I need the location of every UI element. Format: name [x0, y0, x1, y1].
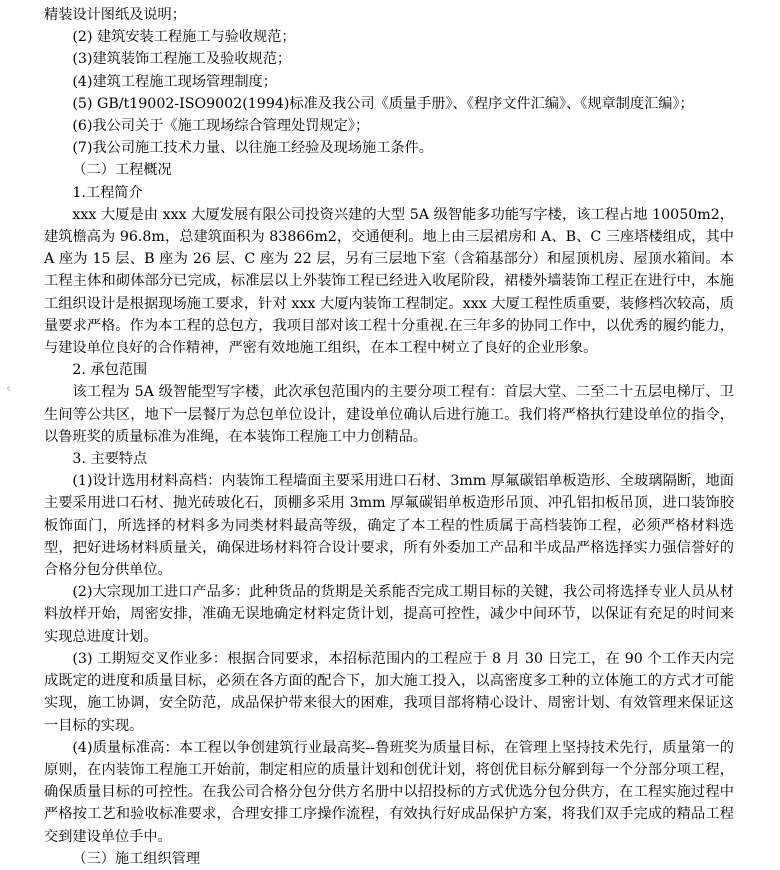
margin-marker: ‹ — [6, 381, 11, 395]
paragraph-5: (5) GB/t19002-ISO9002(1994)标准及我公司《质量手册》、《程序文件汇编》、《规章制度汇编》； — [72, 95, 694, 112]
paragraph-2: (2) 建筑安装工程施工与验收规范； — [72, 29, 296, 46]
paragraph-6: (6)我公司关于《施工现场综合管理处罚规定》； — [72, 118, 370, 135]
paragraph-1: 精装设计图纸及说明； — [44, 7, 186, 23]
section-heading-overview: （二）工程概况 — [72, 162, 172, 179]
subheading-project-intro: 1.工程简介 — [72, 184, 143, 201]
subheading-main-features: 3. 主要特点 — [72, 451, 148, 468]
subheading-contract-scope: 2. 承包范围 — [72, 362, 148, 379]
paragraph-feature-3: (3) 工期短交叉作业多：根据合同要求，本招标范围内的工程应于 8 月 30 日完工，在 90 个工作天内完成既定的进度和质量目标，必须在各方面的配合下，加大施工投入，以高密度多工种的立体施工的方式才可能实现，施工协调，安全防范，成品保护带来很大的困难，我项目部将精心设计、周密计划、有效管理来保证这一目标的实现。 — [44, 650, 734, 734]
paragraph-contract-scope: 该工程为 5A 级智能型写字楼，此次承包范围内的主要分项工程有：首层大堂、二至二十五层电梯厅、卫生间等公共区，地下一层餐厅为总包单位设计，建设单位确认后进行施工。我们将严格执行建设单位的指令，以鲁班奖的质量标准为准绳，在本装饰工程施工中力创精品。 — [44, 384, 734, 445]
paragraph-feature-1: (1)设计选用材料高档：内装饰工程墙面主要采用进口石材、3mm 厚氟碳铝单板造形、全玻璃隔断，地面主要采用进口石材、抛光砖玻化石，顶棚多采用 3mm 厚氟碳铝单板造形吊顶、冲孔铝扣板吊顶，进口装饰胶板饰面门，所选择的材料多为同类材料最高等级，确定了本工程的性质属于高档装饰工程，必须严格材料选型，把好进场材料质量关，确保进场材料符合设计要求，所有外委加工产品和半成品严格选择实力强信誉好的合格分包分供单位。 — [44, 473, 734, 579]
paragraph-4: (4)建筑工程施工现场管理制度； — [72, 73, 277, 90]
paragraph-feature-2: (2)大宗现加工进口产品多：此种货品的货期是关系能否完成工期目标的关键，我公司将选择专业人员从材料放样开始，周密安排，准确无误地确定材料定货计划，提高可控性，减少中间环节，以保证有充足的时间来实现总进度计划。 — [44, 584, 734, 645]
section-heading-management: （三）施工组织管理 — [72, 850, 201, 867]
paragraph-7: (7)我公司施工技术力量、以往施工经验及现场施工条件。 — [72, 140, 433, 157]
paragraph-3: (3)建筑装饰工程施工及验收规范； — [72, 51, 292, 68]
document-body — [44, 4, 734, 870]
paragraph-project-intro: xxx 大厦是由 xxx 大厦发展有限公司投资兴建的大型 5A 级智能多功能写字楼，该工程占地 10050m2，建筑檐高为 96.8m，总建筑面积为 83866m2，交通便利。地上由三层裙房和 A、B、C 三座塔楼组成，其中 A 座为 15 层、B 座为 26 层、C 座为 22 层，另有三层地下室（含箱基部分）和屋顶机房、屋顶水箱间。本工程主体和砌体部分已完成，标准层以上外装饰工程已经进入收尾阶段，裙楼外墙装饰工程正在进行中，本施工组织设计是根据现场施工要求，针对 xxx 大厦内装饰工程制定。xxx 大厦工程性质重要，装修档次较高，质量要求严格。作为本工程的总包方，我项目部对该工程十分重视.在三年多的协同工作中，以优秀的履约能力，与建设单位良好的合作精神，严密有效地施工组织，在本工程中树立了良好的企业形象。 — [44, 206, 734, 357]
paragraph-feature-4: (4)质量标准高：本工程以争创建筑行业最高奖--鲁班奖为质量目标，在管理上坚持技术先行，质量第一的原则，在内装饰工程施工开始前，制定相应的质量计划和创优计划，将创优目标分解到每一个分部分项工程，确保质量目标的可控性。在我公司合格分包分供方名册中以招投标的方式优选分包分供方，在工程实施过程中严格按工艺和验收标准要求，合理安排工序操作流程，有效执行好成品保护方案，将我们双手完成的精品工程交到建设单位手中。 — [44, 739, 734, 845]
